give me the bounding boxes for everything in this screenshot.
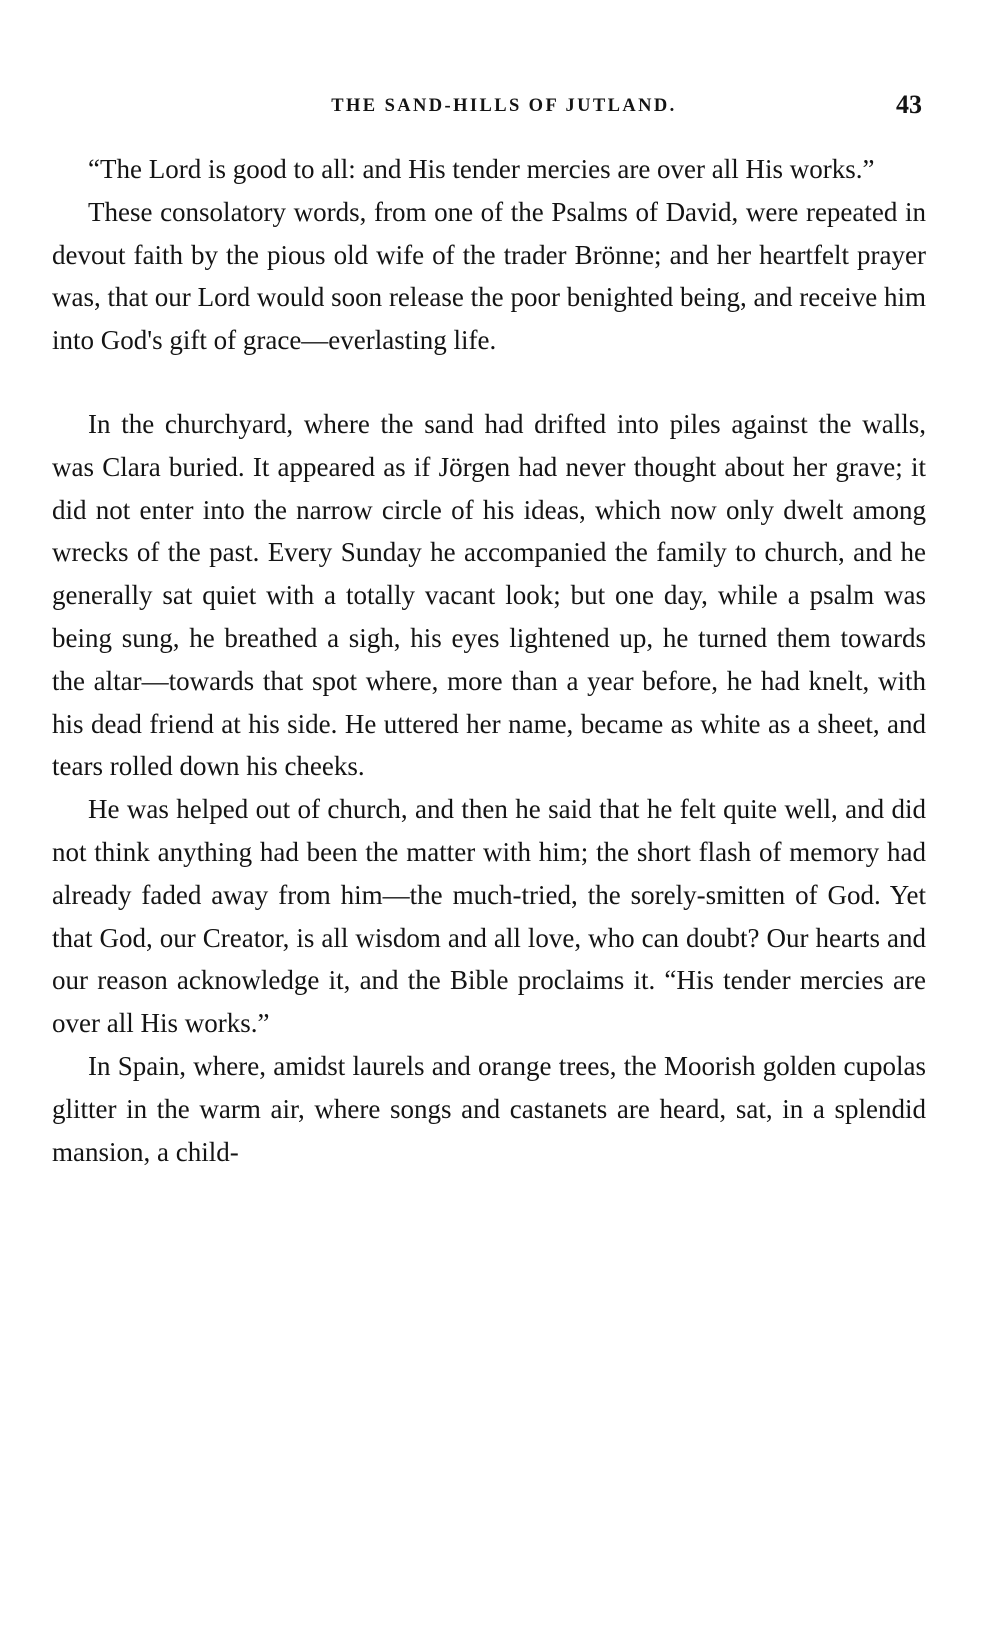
body-text xyxy=(52,148,926,1173)
paragraph-churchyard: In the churchyard, where the sand had drifted into piles against the walls, was Clara buried. It appeared as if Jörgen had never thought about her grave; it did not enter into the narrow circle of his ideas, which now only dwelt among wrecks of the past. Every Sunday he accompanied the family to church, and he generally sat quiet with a totally vacant look; but one day, while a psalm was being sung, he breathed a sigh, his eyes lightened up, he turned them towards the altar—towards that spot where, more than a year before, he had knelt, with his dead friend at his side. He uttered her name, became as white as a sheet, and tears rolled down his cheeks. xyxy=(52,408,926,782)
running-title: THE SAND-HILLS OF JUTLAND. xyxy=(331,96,677,116)
paragraph-consolatory-words: These consolatory words, from one of the Psalms of David, were repeated in devout faith by the pious old wife of the trader Brönne; and her heartfelt prayer was, that our Lord would soon release the poor benighted being, and receive him into God's gift of grace—everlasting life. xyxy=(52,196,926,356)
paragraph-psalm-quote: “The Lord is good to all: and His tender mercies are over all His works.” xyxy=(88,154,875,184)
paragraph-spain: In Spain, where, amidst laurels and orange trees, the Moorish golden cupolas glitter in the warm air, where songs and castanets are heard, sat, in a splendid mansion, a child- xyxy=(52,1050,926,1167)
page-header xyxy=(52,90,926,130)
page-number: 43 xyxy=(896,90,922,119)
paragraph-helped-out: He was helped out of church, and then he said that he felt quite well, and did not think anything had been the matter with him; the short flash of memory had already faded away from him—the much-tried, the sorely-smitten of God. Yet that God, our Creator, is all wisdom and all love, who can doubt? Our hearts and our reason acknowledge it, and the Bible proclaims it. “His tender mercies are over all His works.” xyxy=(52,794,926,1039)
